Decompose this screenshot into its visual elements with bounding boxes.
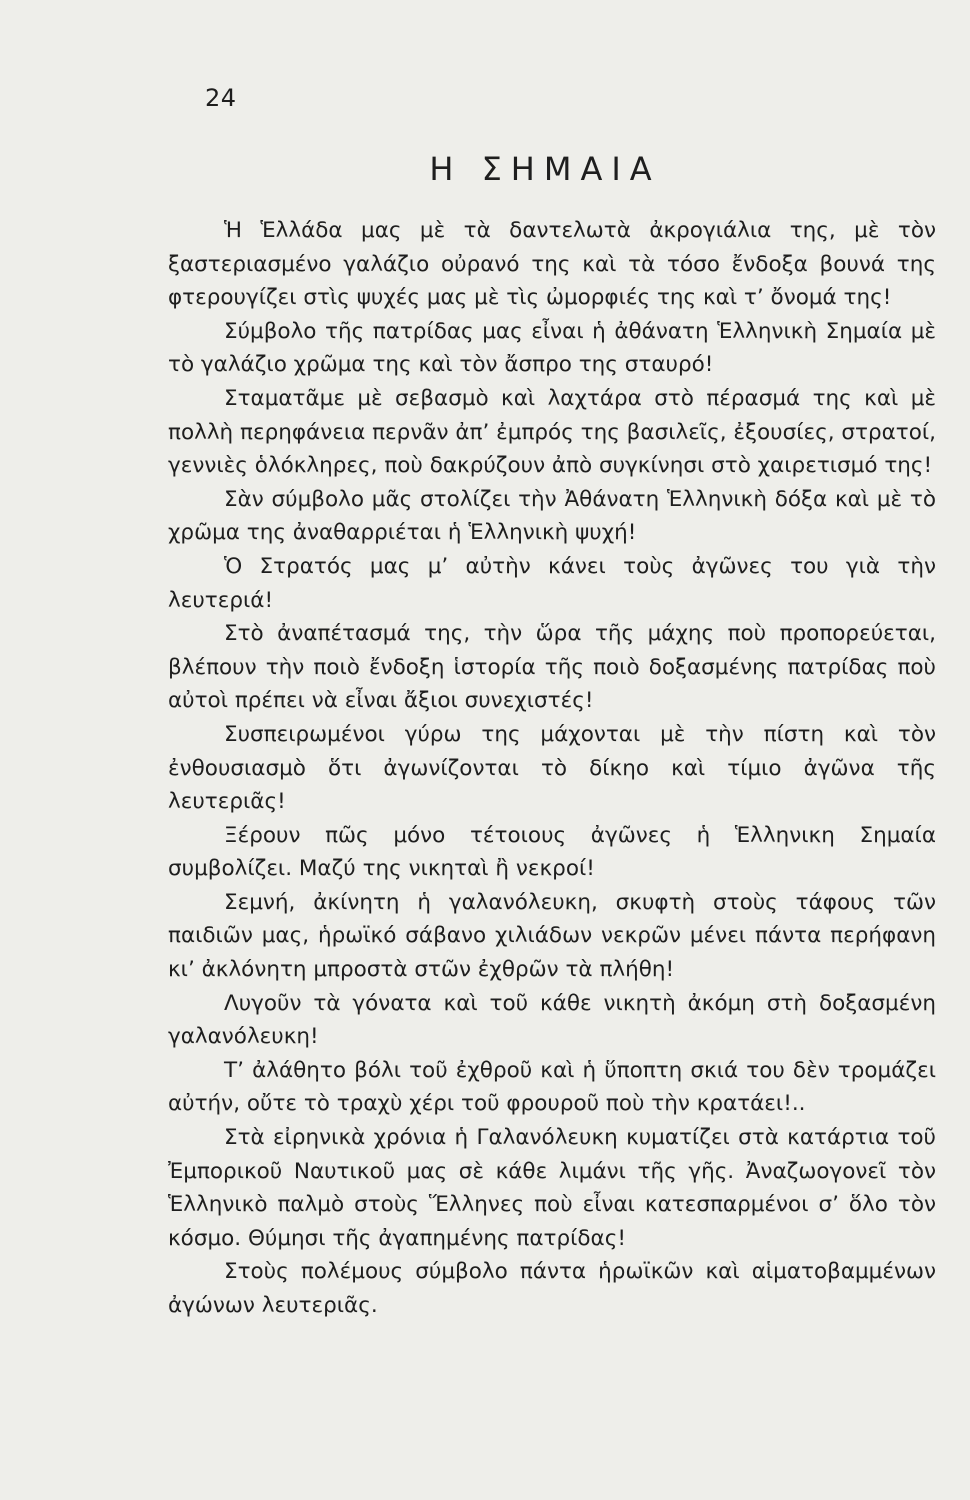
paragraph: Στὰ εἰρηνικὰ χρόνια ἡ Γαλανόλευκη κυματίζει στὰ κατάρτια τοῦ Ἐμπορικοῦ Ναυτικοῦ μας σὲ κάθε λιμάνι τῆς γῆς. Ἀναζωογονεῖ τὸν Ἑλληνικὸ παλμὸ στοὺς Ἕλληνες ποὺ εἶναι κατεσπαρμένοι σ’ ὅλο τὸν κόσμο. Θύμησι τῆς ἀγαπημένης πατρίδας!	[168, 1125, 936, 1251]
paragraph: Σύμβολο τῆς πατρίδας μας εἶναι ἡ ἀθάνατη Ἑλληνικὴ Σημαία μὲ τὸ γαλάζιο χρῶμα της καὶ τὸν ἄσπρο της σταυρό!	[168, 318, 936, 378]
page-number: 24	[205, 84, 237, 112]
body-text	[168, 214, 936, 1323]
paragraph: Στοὺς πολέμους σύμβολο πάντα ἡρωϊκῶν καὶ αἱματοβαμμένων ἀγώνων λευτεριᾶς.	[168, 1259, 936, 1318]
paragraph: Σὰν σύμβολο μᾶς στολίζει τὴν Ἀθάνατη Ἑλληνικὴ δόξα καὶ μὲ τὸ χρῶμα της ἀναθαρριέται ἡ Ἑλληνικὴ ψυχή!	[168, 486, 936, 546]
paragraph: Ὁ Στρατός μας μ’ αὐτὴν κάνει τοὺς ἀγῶνες του γιὰ τὴν λευτεριά!	[168, 553, 936, 613]
page-title: Η ΣΗΜΑΙΑ	[429, 150, 661, 188]
paragraph: Τ’ ἀλάθητο βόλι τοῦ ἐχθροῦ καὶ ἡ ὕποπτη σκιά του δὲν τρομάζει αὐτήν, οὔτε τὸ τραχὺ χέρι τοῦ φρουροῦ ποὺ τὴν κρατάει!..	[168, 1057, 936, 1117]
paragraph: Ξέρουν πῶς μόνο τέτοιους ἀγῶνες ἡ Ἑλληνικη Σημαία συμβολίζει. Μαζύ της νικηταὶ ἢ νεκροί!	[168, 822, 936, 882]
paragraph: Σταματᾶμε μὲ σεβασμὸ καὶ λαχτάρα στὸ πέρασμά της καὶ μὲ πολλὴ περηφάνεια περνᾶν ἀπ’ ἐμπρός της βασιλεῖς, ἐξουσίες, στρατοί, γεννιὲς ὁλόκληρες, ποὺ δακρύζουν ἀπὸ συγκίνησι στὸ χαιρετισμό της!	[168, 385, 936, 479]
paragraph: Ἡ Ἑλλάδα μας μὲ τὰ δαντελωτὰ ἀκρογιάλια της, μὲ τὸν ξαστεριασμένο γαλάζιο οὐρανό της καὶ τὰ τόσο ἔνδοξα βουνά της φτερουγίζει στὶς ψυχές μας μὲ τὶς ὠμορφιές της καὶ τ’ ὄνομά της!	[168, 218, 936, 311]
paragraph: Συσπειρωμένοι γύρω της μάχονται μὲ τὴν πίστη καὶ τὸν ἐνθουσιασμὸ ὅτι ἀγωνίζονται τὸ δίκηο καὶ τίμιο ἀγῶνα τῆς λευτεριᾶς!	[168, 721, 936, 815]
paragraph: Στὸ ἀναπέτασμά της, τὴν ὥρα τῆς μάχης ποὺ προπορεύεται, βλέπουν τὴν ποιὸ ἔνδοξη ἱστορία τῆς ποιὸ δοξασμένης πατρίδας ποὺ αὐτοὶ πρέπει νὰ εἶναι ἄξιοι συνεχιστές!	[168, 621, 936, 714]
paragraph: Λυγοῦν τὰ γόνατα καὶ τοῦ κάθε νικητὴ ἀκόμη στὴ δοξασμένη γαλανόλευκη!	[168, 990, 936, 1050]
paragraph: Σεμνή, ἀκίνητη ἡ γαλανόλευκη, σκυφτὴ στοὺς τάφους τῶν παιδιῶν μας, ἡρωϊκό σάβανο χιλιάδων νεκρῶν μένει πάντα περήφανη κι’ ἀκλόνητη μπροστὰ στῶν ἐχθρῶν τὰ πλήθη!	[168, 889, 936, 983]
